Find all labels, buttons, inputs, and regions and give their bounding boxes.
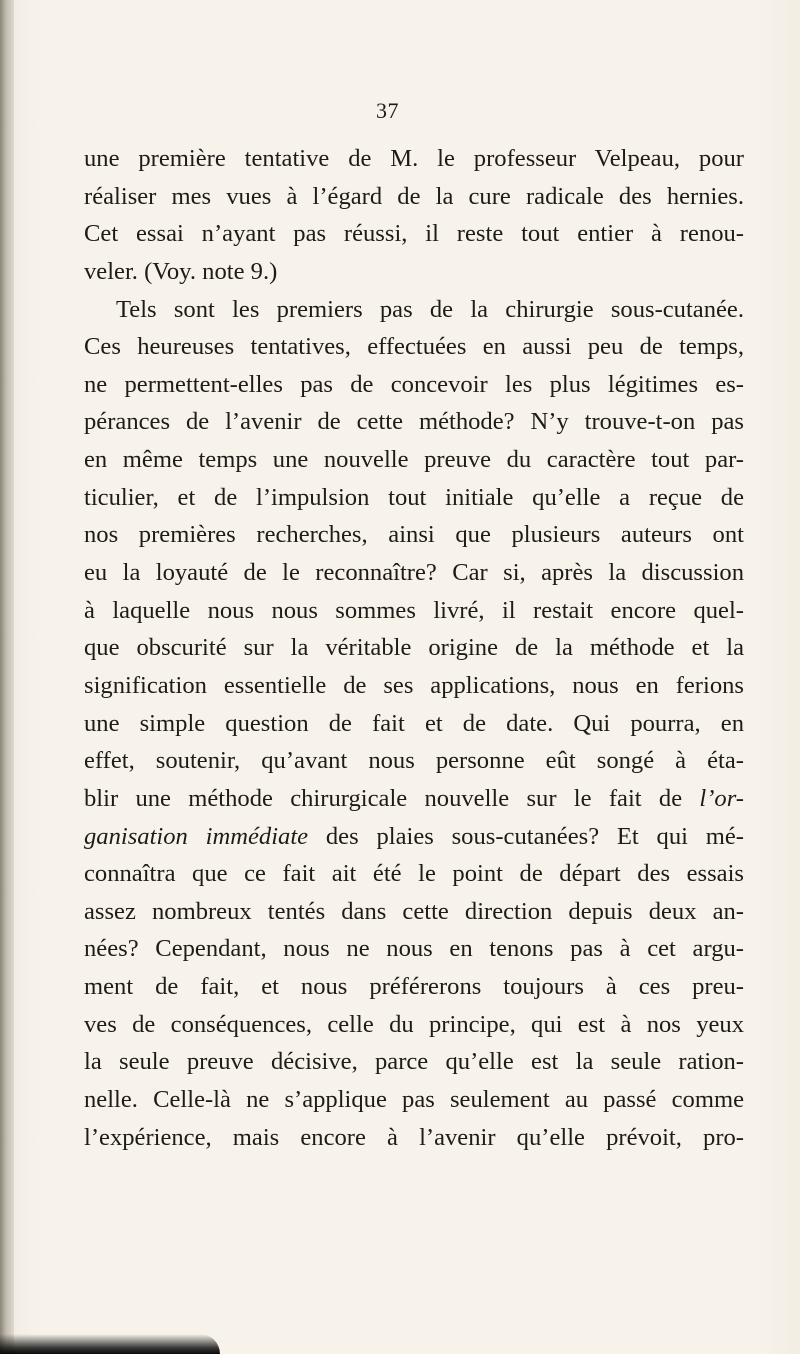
text-line: ment de fait, et nous préférerons toujours à ces preu- <box>84 973 744 1001</box>
text-line: nées? Cependant, nous ne nous en tenons pas à cet argu- <box>84 935 744 963</box>
page-number: 37 <box>376 98 399 123</box>
text-line: signification essentielle de ses applications, nous en ferions <box>84 671 744 699</box>
text-line: Tels sont les premiers pas de la chirurgie sous-cutanée. <box>116 295 744 323</box>
text-line: effet, soutenir, qu’avant nous personne eût songé à éta- <box>84 747 744 775</box>
italic-text: l’or- <box>699 784 744 812</box>
text-line: une première tentative de M. le professeur Velpeau, pour <box>84 145 744 172</box>
text-line: en même temps une nouvelle preuve du caractère tout par- <box>84 446 744 474</box>
text-line: veler. (Voy. note 9.) <box>84 257 278 285</box>
text-line <box>84 818 744 856</box>
text-line: à laquelle nous nous sommes livré, il restait encore quel- <box>84 596 744 624</box>
text-line: eu la loyauté de le reconnaître? Car si, après la discussion <box>84 559 744 587</box>
italic-text: ganisation immédiate <box>84 822 309 850</box>
text-line: Cet essai n’ayant pas réussi, il reste tout entier à renou- <box>84 220 744 248</box>
text-line: l’expérience, mais encore à l’avenir qu’elle prévoit, pro- <box>84 1123 744 1151</box>
text-run: blir une méthode chirurgicale nouvelle sur le fait de <box>84 784 700 812</box>
text-line: nos premières recherches, ainsi que plusieurs auteurs ont <box>84 521 744 549</box>
text-line: une simple question de fait et de date. Qui pourra, en <box>84 709 744 737</box>
text-line: Ces heureuses tentatives, effectuées en aussi peu de temps, <box>84 333 744 361</box>
text-line: connaîtra que ce fait ait été le point de départ des essais <box>84 860 744 888</box>
text-line: que obscurité sur la véritable origine de la méthode et la <box>84 634 744 662</box>
text-run: des plaies sous-cutanées? Et qui mé- <box>308 822 744 850</box>
text-line: ne permettent-elles pas de concevoir les plus légitimes es- <box>84 370 744 398</box>
text-line: ticulier, et de l’impulsion tout initiale qu’elle a reçue de <box>84 483 744 511</box>
scan-shadow <box>0 1334 220 1354</box>
text-line <box>84 780 744 818</box>
page-binding-edge <box>0 0 14 1354</box>
text-line: pérances de l’avenir de cette méthode? N’y trouve-t-on pas <box>84 408 744 436</box>
text-line: la seule preuve décisive, parce qu’elle est la seule ration- <box>84 1048 744 1076</box>
text-line: ves de conséquences, celle du principe, qui est à nos yeux <box>84 1010 744 1038</box>
text-line: assez nombreux tentés dans cette direction depuis deux an- <box>84 897 744 925</box>
text-line: réaliser mes vues à l’égard de la cure radicale des hernies. <box>84 182 744 210</box>
text-line: nelle. Celle-là ne s’applique pas seulement au passé comme <box>84 1086 744 1114</box>
body-text <box>84 140 744 1156</box>
